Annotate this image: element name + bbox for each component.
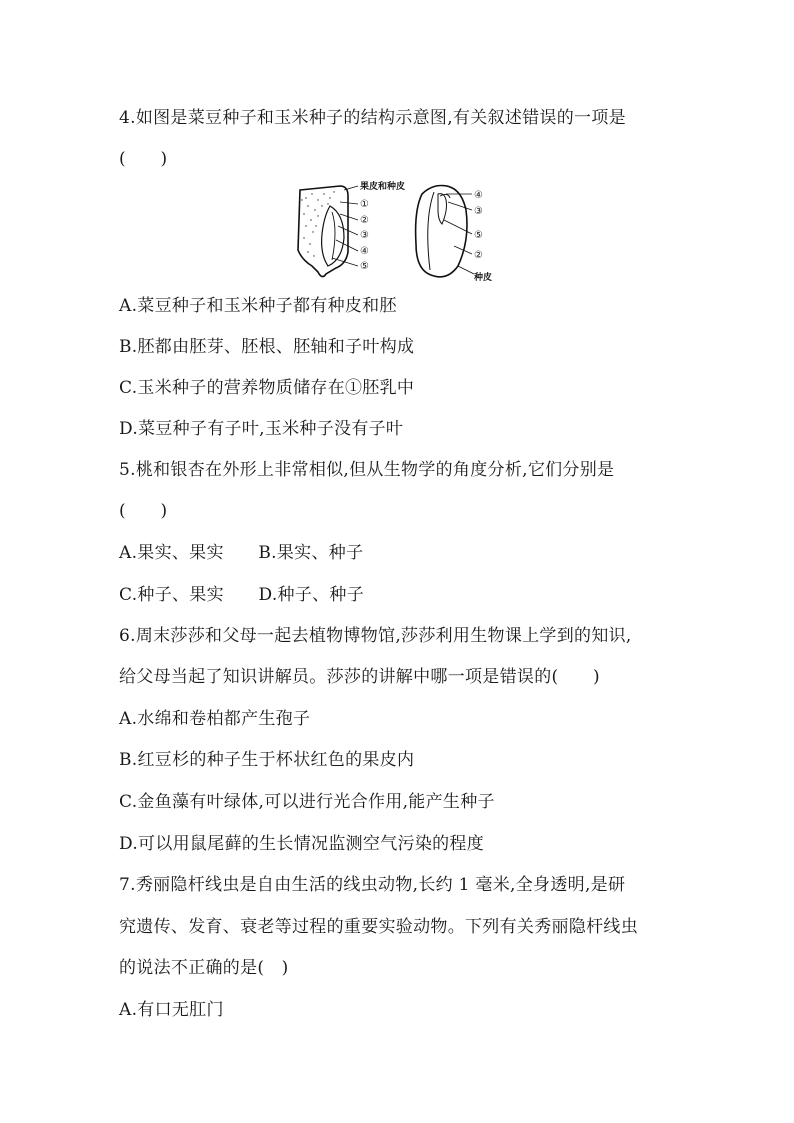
q5-stem-line-2: ( )	[119, 501, 168, 521]
q6-stem-line-2: 给父母当起了知识讲解员。莎莎的讲解中哪一项是错误的( )	[119, 667, 600, 687]
corn-mark-5: ⑤	[360, 261, 369, 272]
corn-seed-outline	[298, 186, 348, 277]
q4-stem-line-1: 4.如图是菜豆种子和玉米种子的结构示意图,有关叙述错误的一项是	[119, 108, 626, 128]
corn-mark-4: ④	[360, 246, 369, 257]
bean-mark-4: ④	[474, 190, 483, 201]
bean-mark-2: ②	[474, 250, 483, 261]
q6-option-d: D.可以用鼠尾藓的生长情况监测空气污染的程度	[119, 834, 485, 854]
q6-option-c: C.金鱼藻有叶绿体,可以进行光合作用,能产生种子	[119, 792, 495, 812]
corn-cotyledon-line	[332, 212, 335, 260]
q4-option-b: B.胚都由胚芽、胚根、胚轴和子叶构成	[119, 337, 415, 357]
q7-option-a: A.有口无肛门	[119, 1000, 224, 1020]
q5-options-row-1: A.果实、果实 B.果实、种子	[119, 543, 364, 563]
label-seed-coat: 种皮	[474, 273, 493, 283]
q4-option-a: A.菜豆种子和玉米种子都有种皮和胚	[119, 296, 397, 316]
bean-seed-outline	[416, 186, 467, 277]
bean-mark-5: ⑤	[474, 230, 483, 241]
seed-diagram	[288, 180, 518, 288]
q6-stem-line-1: 6.周末莎莎和父母一起去植物博物馆,莎莎利用生物课上学到的知识,	[119, 626, 632, 646]
corn-mark-2: ②	[360, 215, 369, 226]
q6-option-a: A.水绵和卷柏都产生孢子	[119, 709, 311, 729]
q7-stem-line-2: 究遗传、发育、衰老等过程的重要实验动物。下列有关秀丽隐杆线虫	[119, 917, 638, 937]
q7-stem-line-1: 7.秀丽隐杆线虫是自由生活的线虫动物,长约 1 毫米,全身透明,是研	[119, 875, 626, 895]
bean-mark-3: ③	[474, 206, 483, 217]
corn-mark-1: ①	[360, 199, 369, 210]
label-pericarp-seed-coat: 果皮和种皮	[360, 182, 406, 192]
corn-leader-lines	[332, 186, 358, 266]
corn-endosperm-dots	[301, 191, 334, 256]
corn-mark-3: ③	[360, 230, 369, 241]
q5-options-row-2: C.种子、果实 D.种子、种子	[119, 585, 365, 605]
q7-stem-line-3: 的说法不正确的是( )	[119, 958, 289, 978]
q6-option-b: B.红豆杉的种子生于杯状红色的果皮内	[119, 750, 415, 770]
q4-option-c: C.玉米种子的营养物质储存在①胚乳中	[119, 378, 415, 398]
q5-stem-line-1: 5.桃和银杏在外形上非常相似,但从生物学的角度分析,它们分别是	[119, 460, 615, 480]
bean-cotyledon-line	[428, 192, 434, 270]
q4-option-d: D.菜豆种子有子叶,玉米种子没有子叶	[119, 419, 404, 439]
bean-embryo-axis	[438, 194, 447, 224]
seed-structure-figure	[288, 180, 518, 288]
q4-stem-line-2: ( )	[119, 149, 168, 169]
